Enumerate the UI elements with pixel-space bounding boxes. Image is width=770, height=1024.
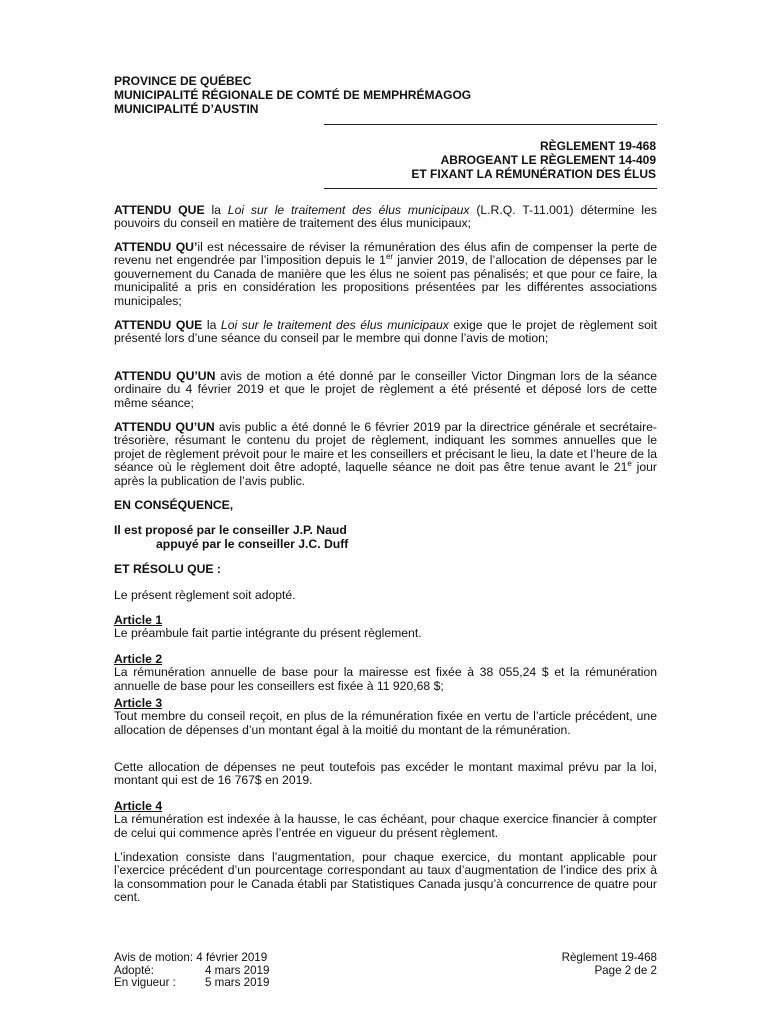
mrc-line: MUNICIPALITÉ RÉGIONALE DE COMTÉ DE MEMPHRÉMAGOG bbox=[114, 88, 472, 102]
document-header bbox=[114, 74, 471, 116]
attendu-lead: ATTENDU QU’UN bbox=[114, 369, 216, 383]
article-text: La rémunération annuelle de base pour la mairesse est fixée à 38 055,24 $ et la rémunération annuelle de base pour les conseillers est fixée à 11 920,68 $; bbox=[114, 665, 657, 693]
article-title: Article 3 bbox=[114, 696, 163, 710]
article-4 bbox=[114, 800, 657, 840]
article-title: Article 1 bbox=[114, 613, 163, 627]
reglement-title bbox=[411, 139, 656, 181]
attendu-paragraph-4: ATTENDU QU’UN avis de motion a été donné par le conseiller Victor Dingman lors de la séance ordinaire du 4 février 2019 et que le projet de règlement a été présenté et déposé lors de cette même séance; bbox=[114, 369, 657, 410]
attendu-paragraph-3: ATTENDU QUE la Loi sur le traitement des élus municipaux exige que le projet de règlement soit présenté lors d’une séance du conseil par le membre qui donne l’avis de motion; bbox=[114, 318, 657, 346]
article-4-paragraph-2: L’indexation consiste dans l’augmentation, pour chaque exercice, du montant applicable pour l’exercice précédent d’un pourcentage correspondant au taux d’augmentation de l’indice des prix à la consommation pour le Canada établi par Statistiques Canada jusqu’à concurrence de quatre pour cent. bbox=[114, 850, 657, 905]
article-text: Le préambule fait partie intégrante du présent règlement. bbox=[114, 626, 422, 641]
footer-reference bbox=[562, 952, 657, 977]
attendu-lead: ATTENDU QU’UN bbox=[114, 420, 215, 434]
attendu-paragraph-2: ATTENDU QU’il est nécessaire de réviser la rémunération des élus afin de compenser la perte de revenu net engendrée par l’imposition depuis le 1er janvier 2019, de l’allocation de dépenses par le gouvernement du Canada de manière que les élus ne soient pas pénalisés; et que pour ce faire, la municipalité a pris en considération les propositions présentées par les différentes associations municipales; bbox=[114, 240, 658, 308]
consequence-heading: EN CONSÉQUENCE, bbox=[114, 498, 234, 512]
attendu-lead: ATTENDU QU’ bbox=[114, 240, 198, 254]
proposer-line: Il est proposé par le conseiller J.P. Naud bbox=[114, 523, 347, 537]
article-title: Article 2 bbox=[114, 652, 163, 666]
bottom-divider bbox=[324, 188, 657, 189]
article-2 bbox=[114, 653, 657, 693]
footer-reglement: Règlement 19-468 bbox=[561, 951, 657, 964]
reglement-abrogation: ABROGEANT LE RÈGLEMENT 14-409 bbox=[440, 153, 656, 167]
law-name: Loi sur le traitement des élus municipaux bbox=[220, 318, 449, 332]
municipality-line: MUNICIPALITÉ D’AUSTIN bbox=[114, 102, 259, 116]
article-1 bbox=[114, 614, 657, 641]
seconder-line: appuyé par le conseiller J.C. Duff bbox=[156, 537, 349, 551]
reglement-subject: ET FIXANT LA RÉMUNÉRATION DES ÉLUS bbox=[411, 167, 656, 181]
law-name: Loi sur le traitement des élus municipaux bbox=[227, 203, 470, 217]
article-3-paragraph-2: Cette allocation de dépenses ne peut toutefois pas excéder le montant maximal prévu par la loi, montant qui est de 16 767$ en 2019. bbox=[114, 760, 657, 788]
attendu-lead: ATTENDU QUE bbox=[114, 318, 203, 332]
footer-dates bbox=[114, 952, 269, 990]
province-line: PROVINCE DE QUÉBEC bbox=[114, 74, 252, 88]
attendu-paragraph-1: ATTENDU QUE la Loi sur le traitement des élus municipaux (L.R.Q. T-11.001) détermine les pouvoirs du conseil en matière de traitement des élus municipaux; bbox=[114, 203, 657, 231]
top-divider bbox=[324, 124, 657, 125]
article-3 bbox=[114, 697, 657, 737]
adoption-line: Le présent règlement soit adopté. bbox=[114, 588, 296, 602]
footer-motion: Avis de motion: 4 février 2019 bbox=[114, 951, 268, 964]
attendu-paragraph-5: ATTENDU QU’UN avis public a été donné le 6 février 2019 par la directrice générale et secrétaire-trésorière, résumant le contenu du projet de règlement, indiquant les sommes annuelles que le projet de règlement prévoit pour le maire et les conseillers et précisant le lieu, la date et l’heure de la séance où le règlement doit être adopté, laquelle séance ne doit pas être tenue avant le 21e jour après la publication de l’avis public. bbox=[114, 420, 657, 488]
article-text: Tout membre du conseil reçoit, en plus de la rémunération fixée en vertu de l’article précédent, une allocation de dépenses d’un montant égal à la moitié du montant de la rémunération. bbox=[114, 709, 657, 737]
reglement-number: RÈGLEMENT 19-468 bbox=[539, 139, 656, 153]
footer-page-number: Page 2 de 2 bbox=[594, 963, 657, 977]
footer-vigueur: En vigueur : 5 mars 2019 bbox=[114, 976, 270, 990]
footer-adopte: Adopté: 4 mars 2019 bbox=[114, 963, 270, 977]
article-title: Article 4 bbox=[114, 799, 163, 813]
resolu-heading: ET RÉSOLU QUE : bbox=[114, 562, 221, 576]
article-text: La rémunération est indexée à la hausse, le cas échéant, pour chaque exercice financier à compter de celui qui commence après l’entrée en vigueur du présent règlement. bbox=[114, 812, 657, 840]
attendu-lead: ATTENDU QUE bbox=[114, 203, 205, 217]
